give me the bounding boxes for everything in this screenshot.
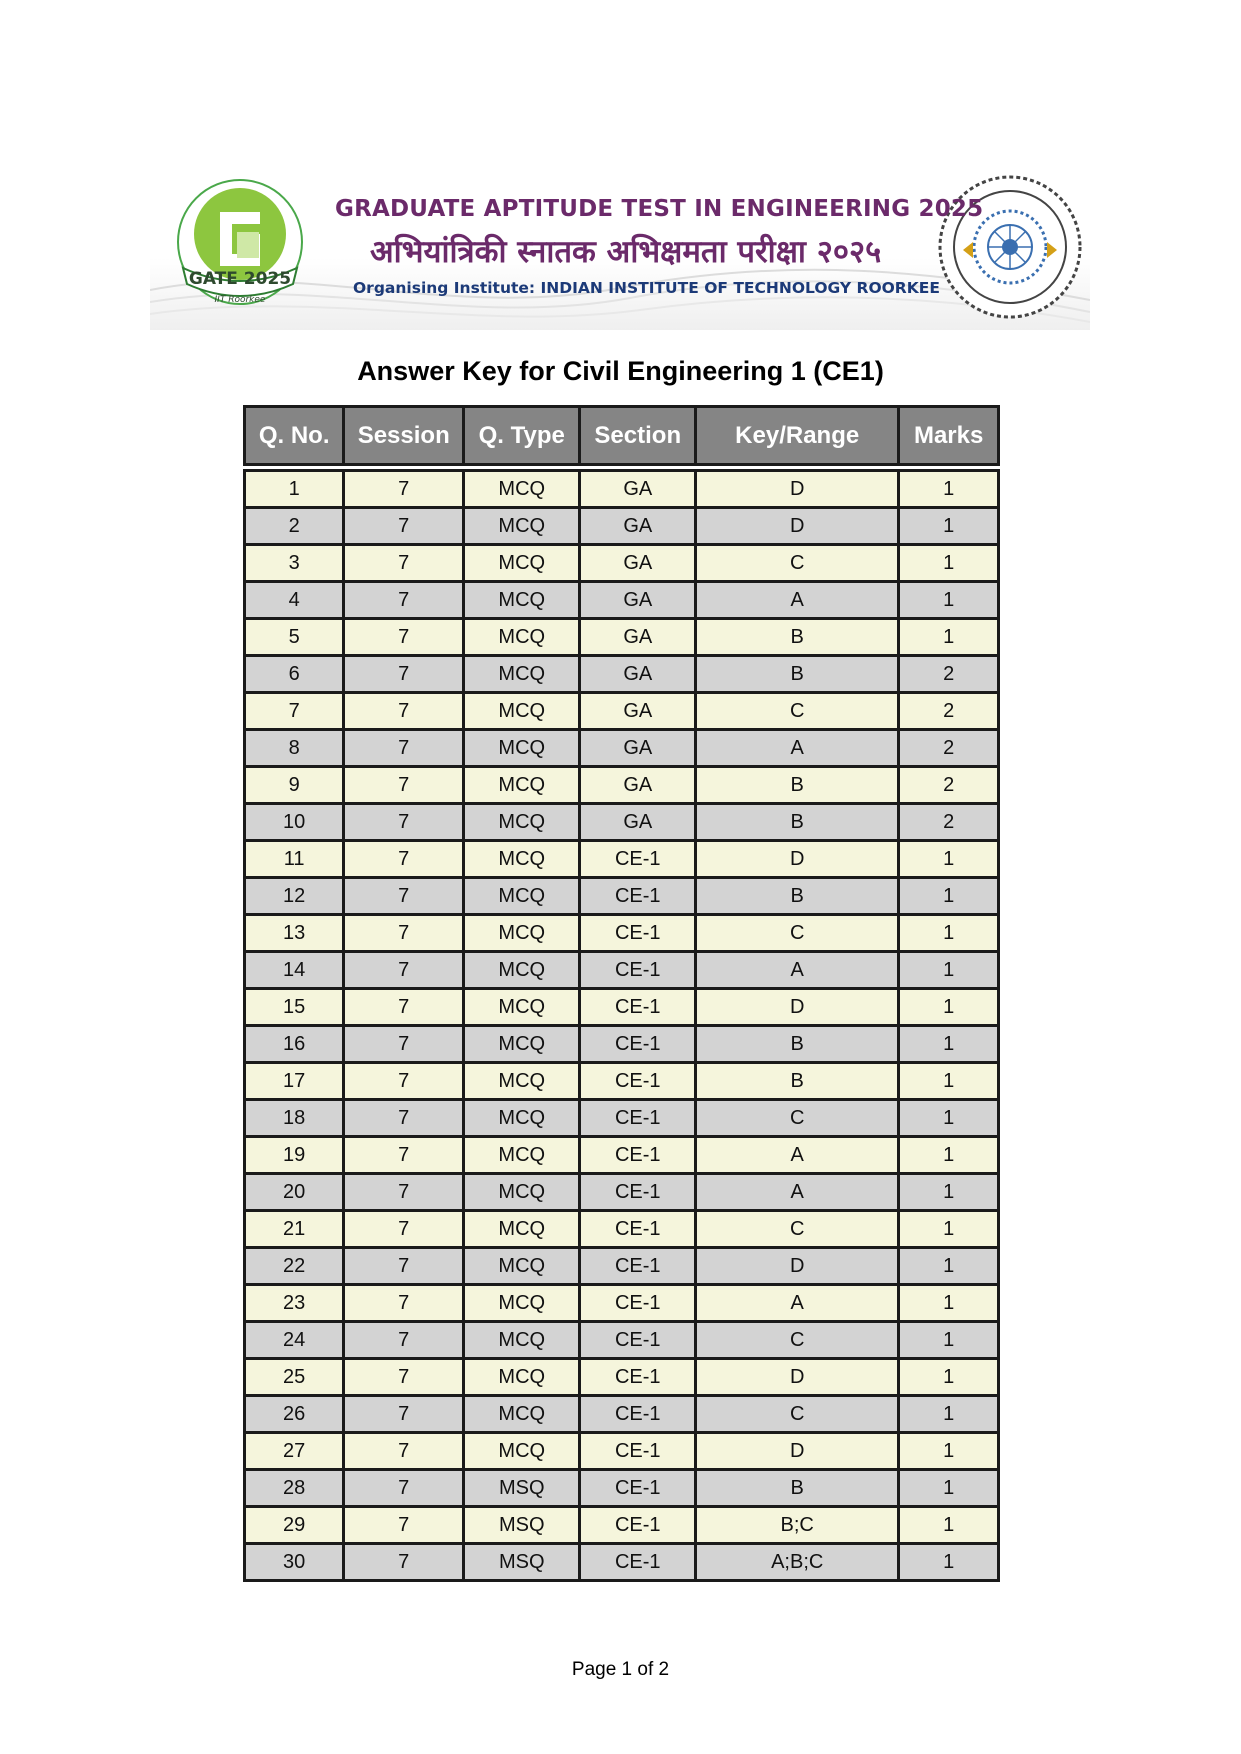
table-row — [245, 1359, 999, 1396]
cell-qtype: MCQ — [464, 1100, 580, 1137]
cell-session: 7 — [344, 730, 464, 767]
cell-qno: 21 — [245, 1211, 344, 1248]
cell-section: CE-1 — [580, 1100, 696, 1137]
cell-section: CE-1 — [580, 878, 696, 915]
cell-marks: 1 — [899, 1359, 999, 1396]
cell-key-range: C — [696, 1100, 899, 1137]
cell-section: CE-1 — [580, 1396, 696, 1433]
cell-qno: 13 — [245, 915, 344, 952]
cell-marks: 1 — [899, 1211, 999, 1248]
cell-key-range: A;B;C — [696, 1544, 899, 1581]
cell-qno: 8 — [245, 730, 344, 767]
cell-session: 7 — [344, 1063, 464, 1100]
cell-marks: 1 — [899, 952, 999, 989]
table-row — [245, 1322, 999, 1359]
cell-marks: 1 — [899, 1026, 999, 1063]
banner-title-english: GRADUATE APTITUDE TEST IN ENGINEERING 2025 — [335, 196, 984, 222]
cell-marks: 1 — [899, 915, 999, 952]
cell-session: 7 — [344, 1322, 464, 1359]
cell-section: GA — [580, 693, 696, 730]
table-row — [245, 1470, 999, 1507]
cell-qno: 26 — [245, 1396, 344, 1433]
cell-marks: 1 — [899, 471, 999, 508]
table-row — [245, 656, 999, 693]
cell-session: 7 — [344, 1359, 464, 1396]
cell-qno: 23 — [245, 1285, 344, 1322]
cell-qno: 29 — [245, 1507, 344, 1544]
cell-qno: 4 — [245, 582, 344, 619]
cell-marks: 2 — [899, 693, 999, 730]
cell-marks: 1 — [899, 1544, 999, 1581]
cell-session: 7 — [344, 1396, 464, 1433]
col-header-key-range: Key/Range — [696, 407, 899, 465]
cell-marks: 2 — [899, 804, 999, 841]
cell-qno: 22 — [245, 1248, 344, 1285]
cell-marks: 1 — [899, 1100, 999, 1137]
cell-qtype: MCQ — [464, 730, 580, 767]
cell-marks: 1 — [899, 1285, 999, 1322]
cell-section: CE-1 — [580, 1211, 696, 1248]
cell-qno: 24 — [245, 1322, 344, 1359]
cell-marks: 1 — [899, 1507, 999, 1544]
cell-session: 7 — [344, 804, 464, 841]
cell-session: 7 — [344, 1544, 464, 1581]
cell-key-range: A — [696, 582, 899, 619]
cell-qno: 3 — [245, 545, 344, 582]
table-row — [245, 1137, 999, 1174]
cell-section: CE-1 — [580, 1026, 696, 1063]
cell-section: CE-1 — [580, 952, 696, 989]
table-row — [245, 1174, 999, 1211]
cell-session: 7 — [344, 1174, 464, 1211]
cell-marks: 1 — [899, 1470, 999, 1507]
cell-key-range: D — [696, 508, 899, 545]
cell-qtype: MCQ — [464, 1026, 580, 1063]
cell-marks: 1 — [899, 1137, 999, 1174]
cell-key-range: B — [696, 878, 899, 915]
cell-section: CE-1 — [580, 1433, 696, 1470]
page-title: Answer Key for Civil Engineering 1 (CE1) — [357, 356, 884, 386]
cell-qtype: MCQ — [464, 471, 580, 508]
cell-key-range: C — [696, 915, 899, 952]
cell-session: 7 — [344, 841, 464, 878]
cell-key-range: C — [696, 1396, 899, 1433]
table-row — [245, 1211, 999, 1248]
cell-qtype: MCQ — [464, 878, 580, 915]
cell-key-range: D — [696, 1359, 899, 1396]
cell-qno: 7 — [245, 693, 344, 730]
col-header-marks: Marks — [899, 407, 999, 465]
cell-key-range: B — [696, 1470, 899, 1507]
cell-marks: 1 — [899, 1174, 999, 1211]
cell-qtype: MCQ — [464, 767, 580, 804]
cell-marks: 1 — [899, 878, 999, 915]
cell-section: GA — [580, 545, 696, 582]
cell-qtype: MCQ — [464, 1396, 580, 1433]
cell-session: 7 — [344, 1026, 464, 1063]
cell-session: 7 — [344, 1285, 464, 1322]
cell-qtype: MCQ — [464, 1322, 580, 1359]
table-body — [245, 465, 999, 1581]
cell-key-range: B — [696, 619, 899, 656]
table-row — [245, 1507, 999, 1544]
cell-qtype: MCQ — [464, 693, 580, 730]
page-number: Page 1 of 2 — [571, 1659, 670, 1680]
cell-key-range: C — [696, 1211, 899, 1248]
cell-section: GA — [580, 730, 696, 767]
cell-key-range: C — [696, 545, 899, 582]
cell-section: CE-1 — [580, 1470, 696, 1507]
gate-logo-text: GATE 2025 — [188, 269, 292, 289]
cell-qno: 12 — [245, 878, 344, 915]
cell-key-range: C — [696, 693, 899, 730]
table-row — [245, 804, 999, 841]
table-row — [245, 952, 999, 989]
iit-roorkee-seal — [935, 172, 1085, 322]
cell-qno: 19 — [245, 1137, 344, 1174]
cell-qtype: MCQ — [464, 1248, 580, 1285]
cell-qno: 14 — [245, 952, 344, 989]
cell-qno: 27 — [245, 1433, 344, 1470]
banner-title-hindi: अभियांत्रिकी स्नातक अभिक्षमता परीक्षा २०२५ — [370, 234, 882, 270]
cell-section: CE-1 — [580, 989, 696, 1026]
table-row — [245, 1285, 999, 1322]
cell-qtype: MCQ — [464, 804, 580, 841]
table-row — [245, 545, 999, 582]
cell-qtype: MCQ — [464, 1285, 580, 1322]
cell-section: GA — [580, 471, 696, 508]
cell-section: GA — [580, 804, 696, 841]
cell-qtype: MCQ — [464, 619, 580, 656]
cell-section: CE-1 — [580, 1322, 696, 1359]
table-header-row — [245, 407, 999, 465]
cell-marks: 1 — [899, 841, 999, 878]
cell-qtype: MCQ — [464, 545, 580, 582]
cell-qtype: MCQ — [464, 952, 580, 989]
table-row — [245, 619, 999, 656]
cell-qtype: MCQ — [464, 656, 580, 693]
cell-qno: 2 — [245, 508, 344, 545]
cell-qno: 10 — [245, 804, 344, 841]
cell-session: 7 — [344, 508, 464, 545]
cell-qtype: MCQ — [464, 989, 580, 1026]
table-row — [245, 915, 999, 952]
cell-qtype: MCQ — [464, 1211, 580, 1248]
cell-section: CE-1 — [580, 1285, 696, 1322]
table-row — [245, 730, 999, 767]
cell-session: 7 — [344, 1248, 464, 1285]
cell-section: GA — [580, 508, 696, 545]
table-row — [245, 767, 999, 804]
cell-session: 7 — [344, 545, 464, 582]
cell-section: CE-1 — [580, 841, 696, 878]
cell-marks: 1 — [899, 508, 999, 545]
cell-session: 7 — [344, 1100, 464, 1137]
cell-key-range: B — [696, 804, 899, 841]
cell-session: 7 — [344, 1470, 464, 1507]
cell-key-range: A — [696, 1285, 899, 1322]
cell-session: 7 — [344, 1137, 464, 1174]
cell-qtype: MCQ — [464, 508, 580, 545]
cell-section: GA — [580, 582, 696, 619]
gate-2025-logo — [165, 172, 315, 322]
cell-session: 7 — [344, 471, 464, 508]
cell-marks: 2 — [899, 656, 999, 693]
cell-marks: 1 — [899, 1322, 999, 1359]
cell-qtype: MCQ — [464, 582, 580, 619]
col-header-qno: Q. No. — [245, 407, 344, 465]
cell-key-range: D — [696, 1248, 899, 1285]
cell-marks: 1 — [899, 582, 999, 619]
cell-key-range: B;C — [696, 1507, 899, 1544]
cell-section: CE-1 — [580, 1359, 696, 1396]
cell-marks: 2 — [899, 767, 999, 804]
answer-key-table — [243, 405, 1000, 1582]
cell-qno: 1 — [245, 471, 344, 508]
cell-qno: 18 — [245, 1100, 344, 1137]
cell-key-range: D — [696, 841, 899, 878]
cell-session: 7 — [344, 1507, 464, 1544]
cell-session: 7 — [344, 767, 464, 804]
cell-section: CE-1 — [580, 1507, 696, 1544]
cell-session: 7 — [344, 1211, 464, 1248]
cell-marks: 1 — [899, 619, 999, 656]
table-row — [245, 1026, 999, 1063]
cell-qno: 17 — [245, 1063, 344, 1100]
cell-section: CE-1 — [580, 915, 696, 952]
cell-key-range: C — [696, 1322, 899, 1359]
table-row — [245, 1396, 999, 1433]
cell-qno: 25 — [245, 1359, 344, 1396]
cell-key-range: A — [696, 1174, 899, 1211]
cell-session: 7 — [344, 989, 464, 1026]
cell-key-range: A — [696, 730, 899, 767]
cell-key-range: B — [696, 1063, 899, 1100]
cell-key-range: B — [696, 767, 899, 804]
cell-session: 7 — [344, 619, 464, 656]
table-row — [245, 1100, 999, 1137]
cell-section: CE-1 — [580, 1063, 696, 1100]
cell-marks: 1 — [899, 1063, 999, 1100]
cell-section: GA — [580, 619, 696, 656]
cell-qtype: MSQ — [464, 1544, 580, 1581]
table-row — [245, 878, 999, 915]
cell-key-range: B — [696, 1026, 899, 1063]
cell-marks: 2 — [899, 730, 999, 767]
cell-key-range: D — [696, 1433, 899, 1470]
cell-qtype: MCQ — [464, 1433, 580, 1470]
cell-session: 7 — [344, 582, 464, 619]
cell-marks: 1 — [899, 989, 999, 1026]
cell-session: 7 — [344, 952, 464, 989]
cell-qtype: MCQ — [464, 1063, 580, 1100]
cell-session: 7 — [344, 1433, 464, 1470]
cell-qno: 5 — [245, 619, 344, 656]
gate-logo-subtext: IIT Roorkee — [214, 295, 266, 305]
cell-qtype: MCQ — [464, 841, 580, 878]
cell-qno: 30 — [245, 1544, 344, 1581]
cell-marks: 1 — [899, 1248, 999, 1285]
cell-qtype: MCQ — [464, 1359, 580, 1396]
table-row — [245, 841, 999, 878]
cell-key-range: A — [696, 952, 899, 989]
table-row — [245, 582, 999, 619]
cell-qno: 15 — [245, 989, 344, 1026]
cell-session: 7 — [344, 915, 464, 952]
table-row — [245, 1544, 999, 1581]
table-row — [245, 693, 999, 730]
table-row — [245, 1063, 999, 1100]
table-row — [245, 1433, 999, 1470]
cell-key-range: D — [696, 471, 899, 508]
cell-session: 7 — [344, 693, 464, 730]
cell-qno: 16 — [245, 1026, 344, 1063]
table-row — [245, 508, 999, 545]
cell-section: GA — [580, 656, 696, 693]
cell-session: 7 — [344, 878, 464, 915]
cell-section: CE-1 — [580, 1137, 696, 1174]
cell-qtype: MCQ — [464, 1174, 580, 1211]
cell-qno: 11 — [245, 841, 344, 878]
cell-qtype: MCQ — [464, 1137, 580, 1174]
cell-marks: 1 — [899, 1396, 999, 1433]
cell-section: CE-1 — [580, 1174, 696, 1211]
cell-qtype: MSQ — [464, 1507, 580, 1544]
cell-key-range: D — [696, 989, 899, 1026]
cell-marks: 1 — [899, 1433, 999, 1470]
cell-qtype: MSQ — [464, 1470, 580, 1507]
cell-qtype: MCQ — [464, 915, 580, 952]
col-header-session: Session — [344, 407, 464, 465]
cell-key-range: B — [696, 656, 899, 693]
cell-key-range: A — [696, 1137, 899, 1174]
table-row — [245, 989, 999, 1026]
cell-qno: 28 — [245, 1470, 344, 1507]
cell-section: CE-1 — [580, 1248, 696, 1285]
col-header-qtype: Q. Type — [464, 407, 580, 465]
cell-qno: 9 — [245, 767, 344, 804]
organising-institute: Organising Institute: INDIAN INSTITUTE OF TECHNOLOGY ROORKEE — [353, 279, 940, 297]
col-header-section: Section — [580, 407, 696, 465]
table-row — [245, 1248, 999, 1285]
cell-section: GA — [580, 767, 696, 804]
cell-session: 7 — [344, 656, 464, 693]
cell-marks: 1 — [899, 545, 999, 582]
table-row — [245, 471, 999, 508]
cell-qno: 6 — [245, 656, 344, 693]
cell-qno: 20 — [245, 1174, 344, 1211]
cell-section: CE-1 — [580, 1544, 696, 1581]
